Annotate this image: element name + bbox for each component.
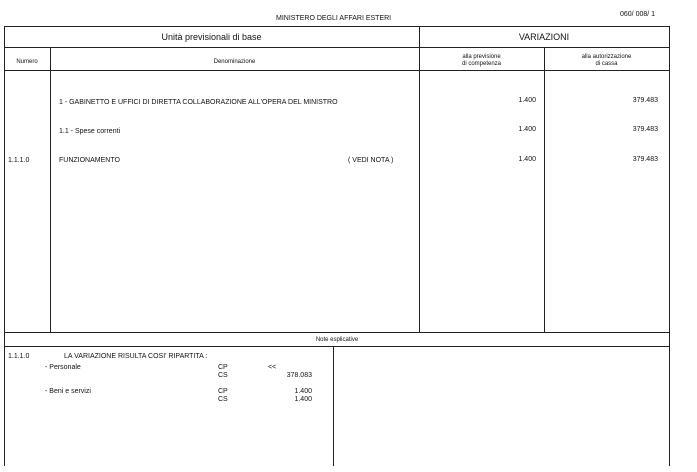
notes-item-label: - Beni e servizi: [45, 388, 91, 395]
row-nota: ( VEDI NOTA ): [348, 157, 394, 164]
table-right-border: [669, 26, 670, 466]
variazioni-divider: [419, 26, 420, 332]
row-denominazione: 1 - GABINETTO E UFFICI DI DIRETTA COLLABORAZIONE ALL'OPERA DEL MINISTRO: [59, 99, 338, 106]
notes-cp-value: 1.400: [294, 388, 312, 395]
header-divider: [4, 47, 670, 48]
row-competenza: 1.400: [518, 97, 536, 104]
header-bottom-border: [4, 70, 670, 71]
notes-item-label: - Personale: [45, 364, 81, 371]
numero-header: Numero: [16, 59, 38, 65]
page-code: 060/ 008/ 1: [620, 11, 656, 18]
notes-cs-tag: CS: [218, 396, 228, 403]
unita-title: Unità previsionali di base: [161, 32, 262, 42]
competenza-header-line1: alla previsione: [462, 54, 501, 60]
row-competenza: 1.400: [518, 126, 536, 133]
notes-cp-tag: CP: [218, 388, 228, 395]
notes-cs-value: 1.400: [294, 396, 312, 403]
cassa-column-divider: [544, 47, 545, 332]
variazioni-title: VARIAZIONI: [518, 32, 570, 42]
notes-heading: LA VARIAZIONE RISULTA COSI' RIPARTITA :: [64, 353, 208, 360]
competenza-header-line2: di competenza: [461, 61, 502, 67]
notes-cp-tag: CP: [218, 364, 228, 371]
notes-title-border: [4, 346, 670, 347]
row-cassa: 379.483: [632, 156, 658, 163]
numero-column-divider: [50, 47, 51, 332]
row-cassa: 379.483: [632, 126, 658, 133]
notes-cs-tag: CS: [218, 372, 228, 379]
notes-numero: 1.1.1.0: [8, 353, 30, 360]
notes-title: Note esplicative: [315, 337, 359, 343]
row-denominazione: FUNZIONAMENTO: [59, 157, 120, 164]
notes-divider: [333, 346, 334, 466]
table-left-border: [4, 26, 5, 466]
row-cassa: 379.483: [632, 97, 658, 104]
cassa-header-line2: di cassa: [595, 61, 618, 67]
notes-cs-value: 378.083: [286, 372, 312, 379]
ministry-title: MINISTERO DEGLI AFFARI ESTERI: [276, 15, 392, 22]
denominazione-header: Denominazione: [213, 59, 256, 65]
table-top-border: [4, 26, 670, 27]
body-bottom-border: [4, 332, 670, 333]
cassa-header-line1: alla autorizzazione: [581, 54, 632, 60]
row-numero: 1.1.1.0: [8, 157, 30, 164]
notes-cp-value: <<: [268, 364, 277, 371]
row-competenza: 1.400: [518, 156, 536, 163]
row-denominazione: 1.1 - Spese correnti: [59, 128, 121, 135]
